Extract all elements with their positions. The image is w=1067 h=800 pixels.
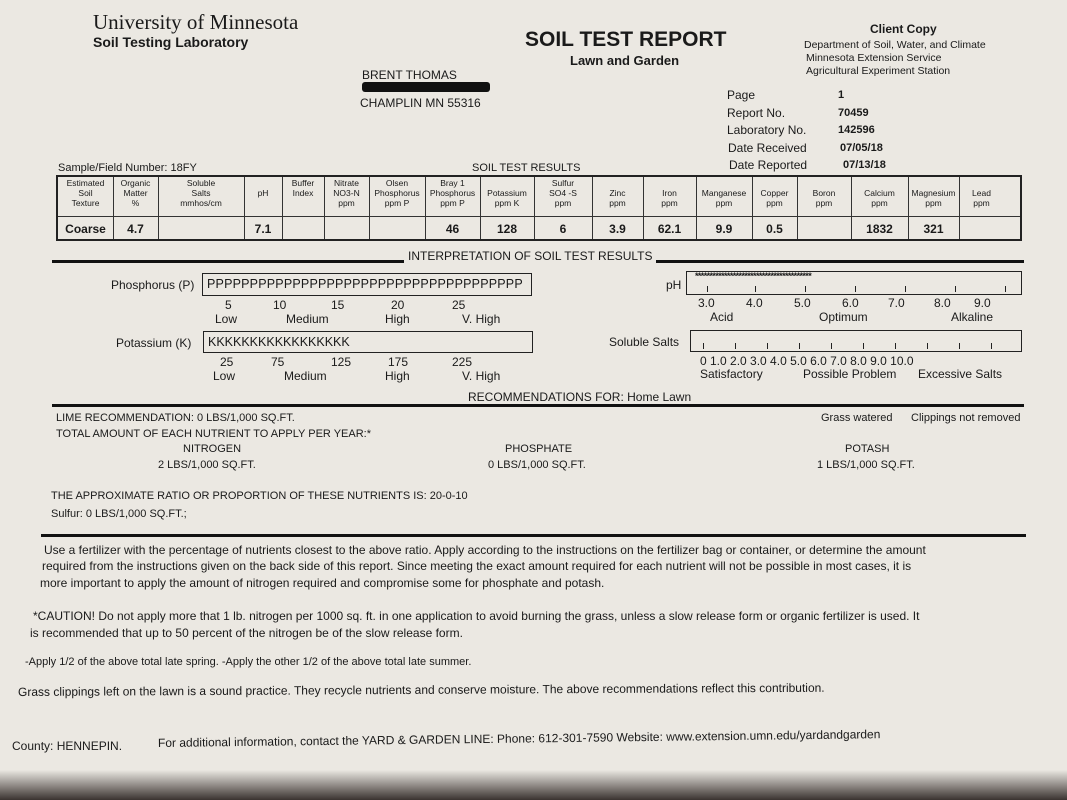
table-header-line: NO3-N xyxy=(333,188,360,198)
table-divider xyxy=(58,216,1020,217)
table-header-cell xyxy=(851,178,908,208)
county-label: County: HENNEPIN. xyxy=(12,739,123,753)
table-header-line: ppm xyxy=(925,198,942,208)
ph-scale-3: 3.0 xyxy=(698,296,715,310)
table-header-cell xyxy=(113,178,158,208)
ph-scale-5: 5.0 xyxy=(794,296,811,310)
table-header-cell xyxy=(244,178,282,208)
k-scale-225: 225 xyxy=(452,355,473,369)
table-header-cell xyxy=(908,178,959,208)
table-value-cell: 62.1 xyxy=(657,222,682,236)
table-header-cell xyxy=(58,178,113,208)
ph-bar-box xyxy=(686,271,1022,295)
table-header-line: mmhos/cm xyxy=(180,198,222,208)
potash-label: POTASH xyxy=(845,443,890,455)
table-header-line: Index xyxy=(292,188,314,198)
grass-watered: Grass watered xyxy=(821,412,893,424)
table-header-cell xyxy=(480,178,534,208)
ph-scale-8: 8.0 xyxy=(934,296,951,310)
table-header-line: ppm xyxy=(871,198,888,208)
table-value-cell: 9.9 xyxy=(715,222,733,236)
table-value-cell: 3.9 xyxy=(609,222,626,236)
nutrient-ratio: THE APPROXIMATE RATIO OR PROPORTION OF THESE NUTRIENTS IS: 20-0-10 xyxy=(51,490,468,502)
client-copy-label: Client Copy xyxy=(870,22,937,36)
report-title: SOIL TEST REPORT xyxy=(525,28,727,51)
ph-label: pH xyxy=(666,278,682,292)
report-no-value: 70459 xyxy=(838,107,869,119)
table-header-line: Bray 1 xyxy=(440,178,465,188)
table-header-line: Texture xyxy=(71,198,100,208)
table-header-line: Soluble xyxy=(186,178,216,188)
ph-scale-7: 7.0 xyxy=(888,296,905,310)
clippings-note: Grass clippings left on the lawn is a sound practice. They recycle nutrients and conserve moisture. The above recommendations reflect this contribution. xyxy=(17,680,825,699)
table-header-line: Manganese xyxy=(701,188,747,198)
table-header-cell xyxy=(959,178,1004,208)
ph-level-optimum: Optimum xyxy=(819,310,868,324)
notes-rule xyxy=(41,534,1026,537)
table-header-line: Potassium xyxy=(487,188,527,198)
p-scale-25: 25 xyxy=(452,298,466,312)
client-name: BRENT THOMAS xyxy=(362,68,457,82)
k-level-vhigh: V. High xyxy=(462,369,501,383)
report-subtitle: Lawn and Garden xyxy=(570,53,680,68)
potassium-label: Potassium (K) xyxy=(116,336,192,350)
caution-line-1: *CAUTION! Do not apply more that 1 lb. nitrogen per 1000 sq. ft. in one application to avoid burning the grass, unless a slow release form or organic fertilizer is used. It xyxy=(33,609,920,623)
table-header-cell xyxy=(752,178,797,208)
table-header-cell xyxy=(534,178,592,208)
p-scale-20: 20 xyxy=(391,298,405,312)
table-header-line: ppm P xyxy=(384,198,410,208)
salts-level-possible: Possible Problem xyxy=(803,367,897,381)
date-reported-label: Date Reported xyxy=(729,158,808,172)
redacted-address xyxy=(362,82,490,92)
table-header-line xyxy=(643,178,696,188)
table-value-cell: 0.5 xyxy=(766,222,783,236)
date-received-value: 07/05/18 xyxy=(840,142,883,154)
table-header-line: Lead xyxy=(972,188,991,198)
table-header-line: Organic xyxy=(120,178,151,188)
phosphorus-bar-box xyxy=(202,273,532,296)
ph-scale-4: 4.0 xyxy=(746,296,763,310)
p-scale-10: 10 xyxy=(273,298,287,312)
salts-scale: 0 1.0 2.0 3.0 4.0 5.0 6.0 7.0 8.0 9.0 10.0 xyxy=(700,354,914,368)
table-header-line: ppm xyxy=(661,198,678,208)
table-header-line xyxy=(797,178,851,188)
table-header-cell xyxy=(158,178,244,208)
table-header-line: ppm xyxy=(609,198,626,208)
table-header-line: Iron xyxy=(662,188,677,198)
p-level-low: Low xyxy=(215,312,238,326)
university-name: University of Minnesota xyxy=(93,10,299,34)
table-header-line: Soil xyxy=(78,188,93,198)
caution-line-2: is recommended that up to 50 percent of the nitrogen be of the slow release form. xyxy=(30,626,463,640)
soluble-salts-label: Soluble Salts xyxy=(609,335,680,349)
ph-scale-9: 9.0 xyxy=(974,296,991,310)
table-header-cell xyxy=(592,178,643,208)
table-value-cell: 321 xyxy=(923,222,944,236)
table-header-line: % xyxy=(131,198,140,208)
p-scale-5: 5 xyxy=(225,298,232,312)
k-scale-125: 125 xyxy=(331,355,352,369)
ph-bar: **************************************** xyxy=(695,271,812,281)
table-header-line: Boron xyxy=(812,188,836,198)
p-level-vhigh: V. High xyxy=(462,312,501,326)
table-header-line: Nitrate xyxy=(333,178,360,188)
k-level-high: High xyxy=(385,369,410,383)
soil-test-results-table xyxy=(56,175,1022,241)
potassium-bar-box xyxy=(203,331,533,353)
page-value: 1 xyxy=(838,89,845,101)
nitrogen-label: NITROGEN xyxy=(183,443,242,455)
salts-level-excessive: Excessive Salts xyxy=(918,367,1003,381)
table-header-line xyxy=(752,178,797,188)
p-level-high: High xyxy=(385,312,410,326)
table-header-line: Magnesium xyxy=(911,188,956,198)
note-1-line-3: more important to apply the amount of nitrogen required and compromise some for phosphate and potash. xyxy=(40,576,605,590)
note-1-line-1: Use a fertilizer with the percentage of nutrients closest to the above ratio. Apply according to the instructions on the fertilizer bag or container, or determine the amount xyxy=(44,543,926,557)
table-header-line: Calcium xyxy=(864,188,895,198)
dept-line-2: Minnesota Extension Service xyxy=(806,52,942,64)
table-header-line: ppm P xyxy=(440,198,465,208)
table-value-cell: 4.7 xyxy=(127,222,144,236)
apply-schedule: -Apply 1/2 of the above total late spring. -Apply the other 1/2 of the above total late summer. xyxy=(25,656,472,668)
ph-level-acid: Acid xyxy=(710,310,734,324)
table-header-cell xyxy=(369,178,425,208)
ph-level-alkaline: Alkaline xyxy=(951,310,994,324)
contact-info: For additional information, contact the YARD & GARDEN LINE: Phone: 612-301-7590 Website: www.extension.umn.edu/yardandgarden xyxy=(157,727,881,750)
lab-no-value: 142596 xyxy=(838,124,875,136)
table-header-line: Buffer xyxy=(291,178,315,188)
phosphorus-label: Phosphorus (P) xyxy=(111,278,195,292)
k-level-low: Low xyxy=(213,369,236,383)
k-scale-75: 75 xyxy=(271,355,285,369)
lime-recommendation: LIME RECOMMENDATION: 0 LBS/1,000 SQ.FT. xyxy=(56,412,295,424)
table-header-line: Matter xyxy=(123,188,148,198)
recommendations-title: RECOMMENDATIONS FOR: Home Lawn xyxy=(464,390,695,404)
table-header-line: ppm xyxy=(554,198,572,208)
table-header-line xyxy=(282,198,324,208)
interpretation-title: INTERPRETATION OF SOIL TEST RESULTS xyxy=(404,249,656,263)
phosphate-label: PHOSPHATE xyxy=(505,443,573,455)
ph-scale-6: 6.0 xyxy=(842,296,859,310)
sulfur-recommendation: Sulfur: 0 LBS/1,000 SQ.FT.; xyxy=(51,508,187,520)
recommendations-rule xyxy=(52,404,1024,407)
table-header-cell xyxy=(643,178,696,208)
report-no-label: Report No. xyxy=(727,106,786,120)
total-nutrients: TOTAL AMOUNT OF EACH NUTRIENT TO APPLY PER YEAR:* xyxy=(56,428,372,440)
salts-bar-box xyxy=(690,330,1022,352)
k-scale-175: 175 xyxy=(388,355,409,369)
table-header-line xyxy=(480,178,534,188)
table-header-cell xyxy=(696,178,752,208)
table-value-cell: Coarse xyxy=(65,222,106,236)
phosphorus-bar: PPPPPPPPPPPPPPPPPPPPPPPPPPPPPPPPPPPPP xyxy=(207,277,523,291)
table-header-line: ppm xyxy=(338,198,355,208)
table-value-cell: 1832 xyxy=(866,222,893,236)
nitrogen-value: 2 LBS/1,000 SQ.FT. xyxy=(158,459,256,471)
table-header-line xyxy=(244,178,282,188)
date-reported-value: 07/13/18 xyxy=(843,159,886,171)
table-header-line: SO4 -S xyxy=(549,188,577,198)
table-header-line xyxy=(851,178,908,188)
table-header-line: ppm xyxy=(715,198,733,208)
table-header-line: Copper xyxy=(760,188,789,198)
phosphate-value: 0 LBS/1,000 SQ.FT. xyxy=(488,459,586,471)
table-header-line xyxy=(959,178,1004,188)
dept-line-1: Department of Soil, Water, and Climate xyxy=(804,39,986,51)
table-header-line: pH xyxy=(257,188,269,198)
potash-value: 1 LBS/1,000 SQ.FT. xyxy=(817,459,915,471)
table-header-line xyxy=(244,198,282,208)
table-value-cell: 128 xyxy=(496,222,518,236)
dept-line-3: Agricultural Experiment Station xyxy=(806,65,951,77)
table-header-line xyxy=(592,178,643,188)
table-header-cell xyxy=(797,178,851,208)
table-header-line: Zinc xyxy=(609,188,626,198)
lab-name: Soil Testing Laboratory xyxy=(93,34,249,50)
table-header-line: Estimated xyxy=(66,178,105,188)
client-city: CHAMPLIN MN 55316 xyxy=(360,96,481,110)
k-scale-25: 25 xyxy=(220,355,234,369)
potassium-bar: KKKKKKKKKKKKKKKKK xyxy=(208,335,350,349)
p-scale-15: 15 xyxy=(331,298,345,312)
sample-field-number: Sample/Field Number: 18FY xyxy=(58,162,197,174)
clippings-status: Clippings not removed xyxy=(911,412,1021,424)
salts-level-satisfactory: Satisfactory xyxy=(700,367,763,381)
table-header-line: ppm xyxy=(766,198,783,208)
table-header-line: ppm xyxy=(815,198,833,208)
table-header-line xyxy=(908,178,959,188)
results-title: SOIL TEST RESULTS xyxy=(472,162,581,174)
p-level-medium: Medium xyxy=(286,312,329,326)
table-header-line: Olsen xyxy=(385,178,409,188)
table-header-line xyxy=(696,178,752,188)
k-level-medium: Medium xyxy=(284,369,327,383)
table-header-line: ppm xyxy=(973,198,990,208)
table-header-line: Salts xyxy=(191,188,211,198)
table-header-line: Phosphorus xyxy=(374,188,420,198)
table-header-line: Sulfur xyxy=(551,178,575,188)
table-value-cell: 6 xyxy=(559,222,567,236)
table-header-line: Phosphorus xyxy=(429,188,476,198)
table-header-line: ppm K xyxy=(494,198,520,208)
note-1-line-2: required from the instructions given on the back side of this report. Since meeting the exact amount required for each nutrient will not be possible in most cases, it is xyxy=(42,559,912,573)
table-header-cell xyxy=(425,178,480,208)
page-label: Page xyxy=(727,88,756,102)
table-header-cell xyxy=(282,178,324,208)
date-received-label: Date Received xyxy=(728,141,807,155)
page-bottom-shadow xyxy=(0,770,1067,800)
table-header-cell xyxy=(324,178,369,208)
table-value-cell: 7.1 xyxy=(254,222,272,236)
lab-no-label: Laboratory No. xyxy=(727,123,807,137)
table-value-cell: 46 xyxy=(445,222,460,236)
